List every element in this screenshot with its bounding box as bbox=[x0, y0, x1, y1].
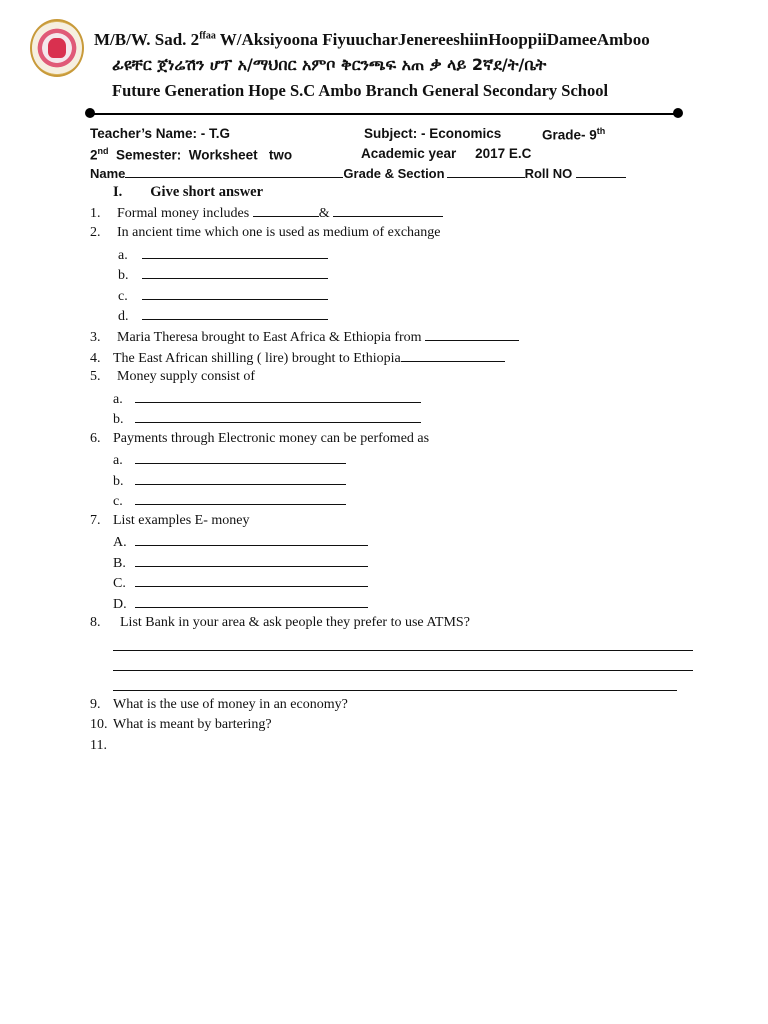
q7-option-c-label: C. bbox=[113, 576, 126, 591]
q6-text: Payments through Electronic money can be perfomed as bbox=[113, 431, 430, 446]
roll-label: Roll NO bbox=[524, 166, 573, 181]
q7-option-b-label: B. bbox=[113, 556, 126, 571]
header-line-amharic: ፊዩቸር ጀነሬሽን ሆፕ አ/ማህበር አምቦ ቅርንጫፍ አጠ ቃ ላይ 2ኛደ/ት/ቤት bbox=[112, 55, 547, 74]
q5-option-a bbox=[113, 390, 421, 408]
semester-number: 2 bbox=[90, 147, 98, 163]
q5-option-a-blank[interactable] bbox=[135, 390, 421, 403]
q8-number: 8. bbox=[90, 615, 101, 630]
q8-answer-line-3[interactable] bbox=[113, 690, 677, 691]
name-blank[interactable] bbox=[125, 165, 343, 178]
academic-year: Academic year 2017 E.C bbox=[361, 146, 532, 161]
q4-blank[interactable] bbox=[401, 349, 505, 362]
header-line1-suffix: W/Aksiyoona FiyuucharJenereeshiinHooppiiDameeAmboo bbox=[215, 30, 650, 49]
question-11 bbox=[90, 738, 107, 754]
q8-answer-line-1[interactable] bbox=[113, 650, 693, 651]
q1-ampersand: & bbox=[318, 206, 330, 221]
q5-option-a-label: a. bbox=[113, 392, 123, 407]
q7-option-d-label: D. bbox=[113, 597, 127, 612]
header-line-oromo bbox=[94, 30, 650, 50]
question-7 bbox=[90, 513, 249, 529]
q2-option-d-label: d. bbox=[118, 309, 129, 324]
q3-number: 3. bbox=[90, 330, 101, 345]
q1-text: Formal money includes bbox=[117, 206, 250, 221]
divider-right-dot bbox=[673, 108, 683, 118]
q7-option-a-blank[interactable] bbox=[135, 533, 368, 546]
header-line1-prefix: M/B/W. Sad. 2 bbox=[94, 30, 200, 49]
q6-option-c-label: c. bbox=[113, 494, 123, 509]
q2-option-b bbox=[118, 266, 328, 284]
q7-option-d bbox=[113, 595, 368, 613]
question-4 bbox=[90, 349, 505, 367]
q4-text: The East African shilling ( lire) brought to Ethiopia bbox=[113, 351, 401, 366]
logo-emblem-icon bbox=[48, 38, 66, 58]
question-3 bbox=[90, 328, 519, 346]
q11-number: 11. bbox=[90, 738, 107, 753]
name-label: Name bbox=[90, 166, 126, 181]
q7-option-a-label: A. bbox=[113, 535, 127, 550]
grade-text: Grade- 9 bbox=[542, 127, 597, 143]
q6-option-c-blank[interactable] bbox=[135, 492, 346, 505]
q2-option-a bbox=[118, 246, 328, 264]
question-1 bbox=[90, 204, 443, 222]
q5-option-b-blank[interactable] bbox=[135, 410, 421, 423]
question-5 bbox=[90, 369, 255, 385]
q1-blank-1[interactable] bbox=[253, 204, 319, 217]
q5-number: 5. bbox=[90, 369, 101, 384]
q7-text: List examples E- money bbox=[113, 513, 250, 528]
header-line1-superscript: ffaa bbox=[199, 30, 216, 42]
q5-text: Money supply consist of bbox=[117, 369, 256, 384]
semester bbox=[90, 146, 292, 163]
q7-option-b-blank[interactable] bbox=[135, 554, 368, 567]
semester-text: Semester: Worksheet two bbox=[108, 147, 293, 163]
q2-option-d-blank[interactable] bbox=[142, 307, 328, 320]
school-logo bbox=[30, 19, 84, 77]
q4-number: 4. bbox=[90, 351, 101, 366]
roll-blank[interactable] bbox=[576, 165, 626, 178]
q2-text: In ancient time which one is used as medium of exchange bbox=[117, 225, 441, 240]
q6-option-a-label: a. bbox=[113, 453, 123, 468]
q9-text: What is the use of money in an economy? bbox=[113, 697, 348, 712]
q2-option-a-blank[interactable] bbox=[142, 246, 328, 259]
q6-option-b bbox=[113, 472, 346, 490]
section-title: Give short answer bbox=[150, 184, 264, 200]
header-line-english: Future Generation Hope S.C Ambo Branch General Secondary School bbox=[112, 81, 609, 100]
q2-option-b-label: b. bbox=[118, 268, 129, 283]
q6-option-a bbox=[113, 451, 346, 469]
header-divider bbox=[90, 113, 678, 115]
q5-option-b-label: b. bbox=[113, 412, 124, 427]
q6-option-b-blank[interactable] bbox=[135, 472, 346, 485]
q6-option-a-blank[interactable] bbox=[135, 451, 346, 464]
q3-text: Maria Theresa brought to East Africa & Ethiopia from bbox=[117, 330, 422, 345]
grade-section-blank[interactable] bbox=[447, 165, 525, 178]
grade bbox=[542, 126, 605, 143]
q7-option-c-blank[interactable] bbox=[135, 574, 368, 587]
section-heading bbox=[113, 184, 263, 201]
q9-number: 9. bbox=[90, 697, 101, 712]
question-8 bbox=[90, 615, 470, 631]
student-info-row bbox=[90, 165, 626, 181]
q2-option-c bbox=[118, 287, 328, 305]
q8-answer-line-2[interactable] bbox=[113, 670, 693, 671]
grade-superscript: th bbox=[596, 126, 606, 136]
q2-option-c-label: c. bbox=[118, 289, 128, 304]
q2-number: 2. bbox=[90, 225, 101, 240]
q1-number: 1. bbox=[90, 206, 101, 221]
q5-option-b bbox=[113, 410, 421, 428]
grade-section-label: Grade & Section bbox=[343, 166, 445, 181]
question-6 bbox=[90, 431, 429, 447]
q10-number: 10. bbox=[90, 717, 108, 732]
q1-blank-2[interactable] bbox=[333, 204, 443, 217]
q7-option-a bbox=[113, 533, 368, 551]
question-9 bbox=[90, 697, 348, 713]
q6-option-b-label: b. bbox=[113, 474, 124, 489]
q2-option-b-blank[interactable] bbox=[142, 266, 328, 279]
q7-option-c bbox=[113, 574, 368, 592]
q8-text: List Bank in your area & ask people they prefer to use ATMS? bbox=[120, 615, 470, 630]
q10-text: What is meant by bartering? bbox=[113, 717, 272, 732]
teacher-name: Teacher’s Name: - T.G bbox=[90, 126, 231, 141]
q6-option-c bbox=[113, 492, 346, 510]
q7-option-b bbox=[113, 554, 368, 572]
semester-superscript: nd bbox=[97, 146, 109, 156]
q6-number: 6. bbox=[90, 431, 101, 446]
section-number: I. bbox=[113, 184, 123, 200]
q2-option-a-label: a. bbox=[118, 248, 128, 263]
q7-option-d-blank[interactable] bbox=[135, 595, 368, 608]
q7-number: 7. bbox=[90, 513, 101, 528]
q3-blank[interactable] bbox=[425, 328, 519, 341]
question-2 bbox=[90, 225, 440, 241]
q2-option-d bbox=[118, 307, 328, 325]
question-10 bbox=[90, 717, 272, 733]
q2-option-c-blank[interactable] bbox=[142, 287, 328, 300]
subject: Subject: - Economics bbox=[364, 126, 502, 141]
